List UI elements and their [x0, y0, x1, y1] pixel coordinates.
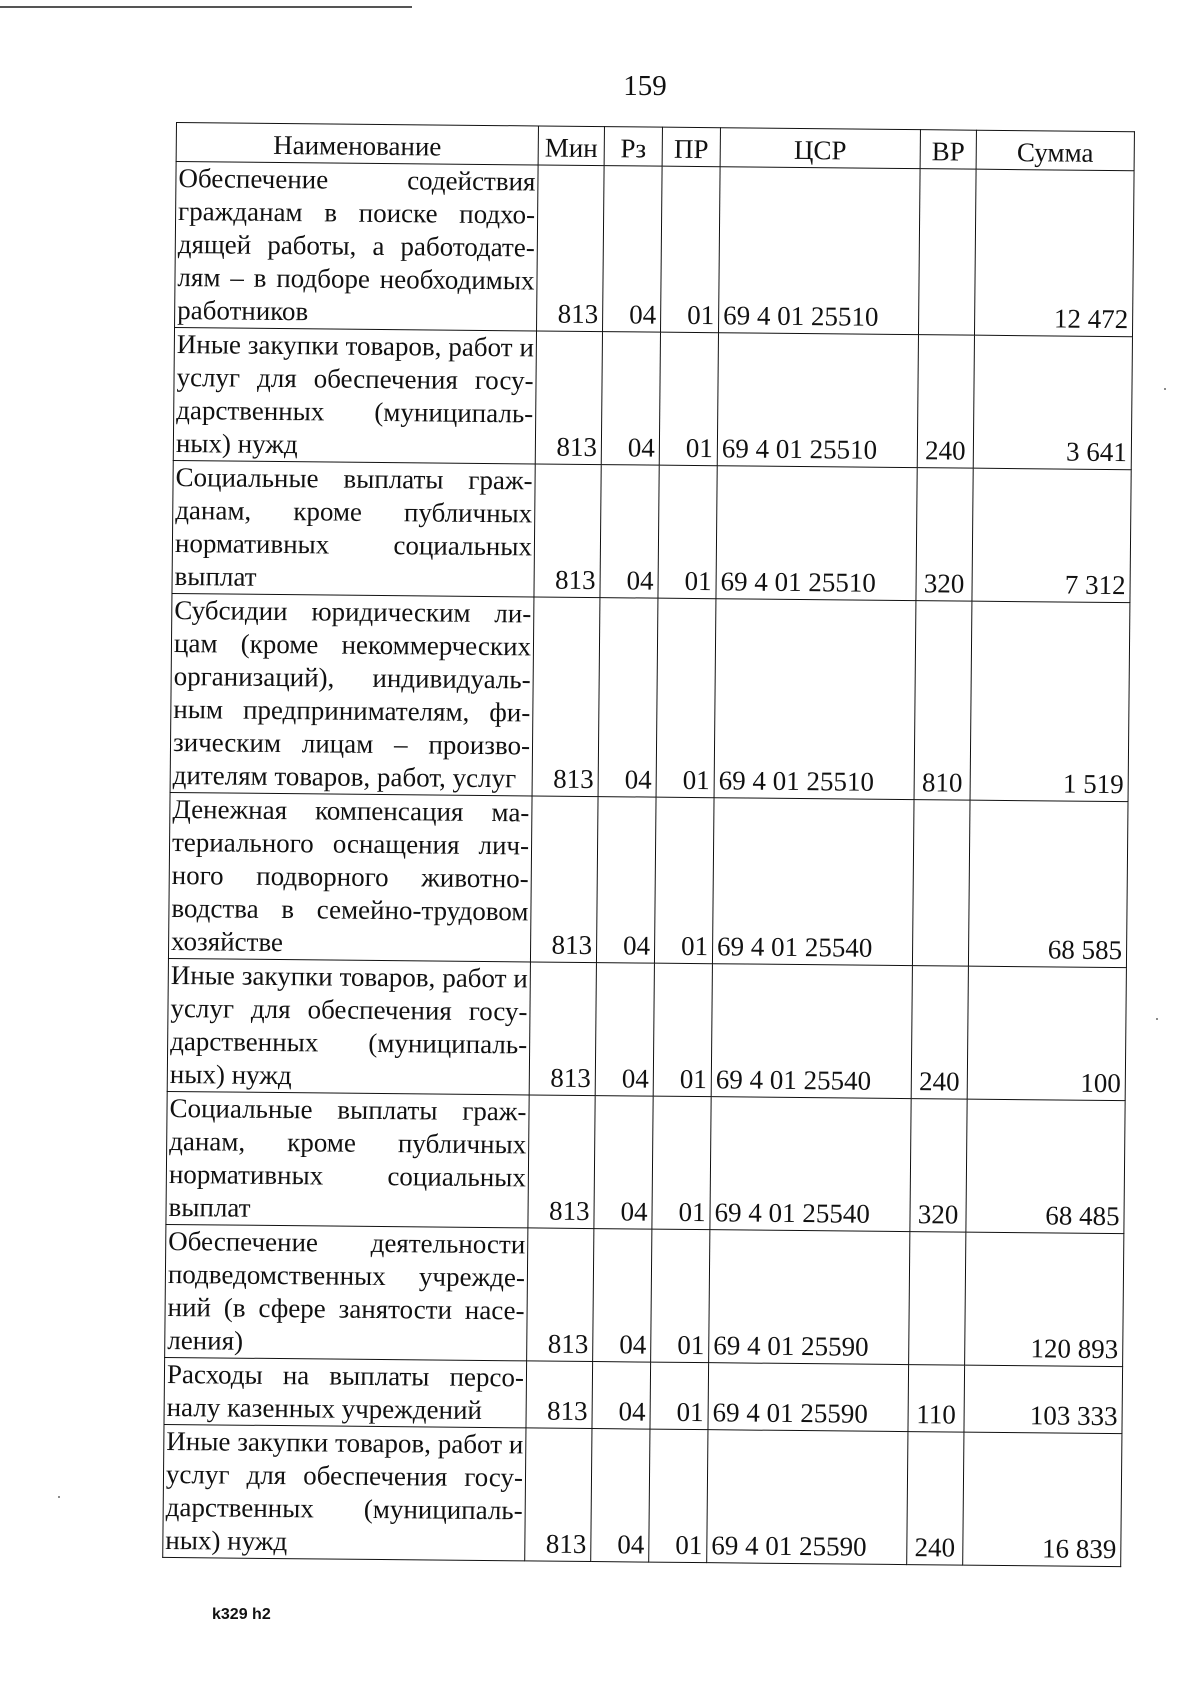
row-rz: 04 [603, 166, 663, 333]
row-vr: 810 [914, 601, 972, 801]
header-csr: ЦСР [720, 128, 920, 169]
row-sum: 100 [967, 966, 1126, 1101]
row-vr: 240 [907, 1432, 964, 1566]
row-pr: 01 [656, 598, 716, 798]
budget-table [162, 122, 1135, 1567]
table-row [166, 1091, 1125, 1233]
row-pr: 01 [649, 1429, 708, 1563]
row-csr: 69 4 01 25510 [719, 167, 921, 335]
row-rz: 04 [592, 1362, 651, 1430]
row-vr: 240 [911, 966, 968, 1100]
row-vr: 320 [916, 468, 973, 602]
row-sum: 68 585 [968, 800, 1128, 968]
row-vr: 240 [917, 335, 974, 469]
table-row [175, 162, 1135, 337]
table-row [170, 593, 1130, 801]
row-vr [918, 169, 976, 336]
row-pr: 01 [661, 166, 721, 333]
row-rz: 04 [591, 1429, 650, 1563]
row-vr [909, 1232, 966, 1366]
scan-speck [58, 1496, 60, 1498]
row-rz: 04 [593, 1229, 652, 1363]
row-min: 813 [537, 165, 605, 332]
document-code: k329 h2 [212, 1606, 271, 1623]
row-sum: 103 333 [964, 1365, 1123, 1434]
page-number: 159 [623, 70, 667, 102]
row-min: 813 [528, 1095, 595, 1229]
header-name: Наименование [176, 123, 538, 165]
row-sum: 1 519 [970, 601, 1130, 802]
row-rz: 04 [600, 465, 659, 599]
row-min: 813 [525, 1428, 592, 1562]
row-name: Субсидии юридическим лицам (кроме некоммерческих организаций), индивидуальным предпринимателям, физическим лицам – производителям товаров, работ, услуг [170, 593, 534, 795]
row-pr: 01 [654, 797, 714, 964]
row-min: 813 [526, 1361, 593, 1429]
row-rz: 04 [595, 963, 654, 1097]
row-pr: 01 [653, 963, 712, 1097]
header-min: Мин [538, 126, 604, 166]
row-vr: 320 [910, 1099, 967, 1233]
row-sum: 68 485 [966, 1099, 1125, 1234]
row-vr: 110 [908, 1365, 965, 1433]
row-name: Иные закупки товаров, работ и услуг для обеспечения государственных (муниципальных) нужд [173, 327, 536, 463]
row-sum: 7 312 [972, 468, 1131, 603]
row-min: 813 [535, 331, 602, 465]
table-row [164, 1357, 1123, 1433]
row-csr: 69 4 01 25590 [709, 1230, 910, 1365]
row-csr: 69 4 01 25510 [717, 333, 918, 468]
row-name: Обеспечение содействия гражданам в поиске подходящей работы, а работодателям – в подборе необходимых работников [175, 162, 539, 331]
row-min: 813 [527, 1228, 594, 1362]
row-rz: 04 [598, 598, 658, 798]
row-csr: 69 4 01 25510 [714, 599, 916, 800]
row-csr: 69 4 01 25540 [711, 964, 912, 1099]
row-pr: 01 [650, 1362, 709, 1430]
row-sum: 12 472 [974, 169, 1134, 337]
row-pr: 01 [659, 332, 718, 466]
row-csr: 69 4 01 25510 [716, 466, 917, 601]
header-pr: ПР [662, 127, 720, 167]
table-row [165, 1224, 1124, 1366]
scan-speck [1156, 1018, 1158, 1020]
row-name: Расходы на выплаты персоналу казенных учреждений [164, 1357, 527, 1427]
table-row [167, 958, 1126, 1100]
row-name: Обеспечение деятельности подведомственных учреждений (в сфере занятости населения) [165, 1224, 528, 1360]
row-name: Социальные выплаты гражданам, кроме публичных нормативных социальных выплат [166, 1091, 529, 1227]
row-pr: 01 [651, 1229, 710, 1363]
row-pr: 01 [652, 1096, 711, 1230]
row-rz: 04 [594, 1096, 653, 1230]
scan-speck [1164, 388, 1166, 390]
row-min: 813 [534, 464, 601, 598]
row-min: 813 [530, 796, 598, 963]
row-sum: 16 839 [963, 1432, 1122, 1567]
table-row [163, 1424, 1122, 1566]
header-sum: Сумма [976, 130, 1134, 171]
table-row [168, 792, 1128, 967]
table-row [172, 460, 1131, 602]
row-rz: 04 [596, 797, 656, 964]
row-pr: 01 [658, 465, 717, 599]
row-min: 813 [532, 597, 600, 797]
row-csr: 69 4 01 25590 [708, 1363, 909, 1432]
row-name: Денежная компенсация материального оснащения личного подворного животноводства в семейно-трудовом хозяйстве [168, 792, 532, 961]
row-name: Иные закупки товаров, работ и услуг для обеспечения государственных (муниципальных) нужд [167, 958, 530, 1094]
table-row [173, 327, 1132, 469]
row-name: Социальные выплаты гражданам, кроме публичных нормативных социальных выплат [172, 460, 535, 596]
row-sum: 120 893 [965, 1232, 1124, 1367]
row-csr: 69 4 01 25540 [710, 1097, 911, 1232]
row-vr [912, 800, 970, 967]
row-csr: 69 4 01 25540 [712, 798, 914, 966]
header-rz: Рз [604, 127, 662, 167]
row-name: Иные закупки товаров, работ и услуг для обеспечения государственных (муниципальных) нужд [163, 1424, 526, 1560]
scan-edge-mark [0, 6, 412, 8]
row-rz: 04 [601, 332, 660, 466]
row-min: 813 [529, 962, 596, 1096]
header-vr: ВР [920, 130, 976, 170]
row-csr: 69 4 01 25590 [707, 1430, 908, 1565]
row-sum: 3 641 [973, 335, 1132, 470]
